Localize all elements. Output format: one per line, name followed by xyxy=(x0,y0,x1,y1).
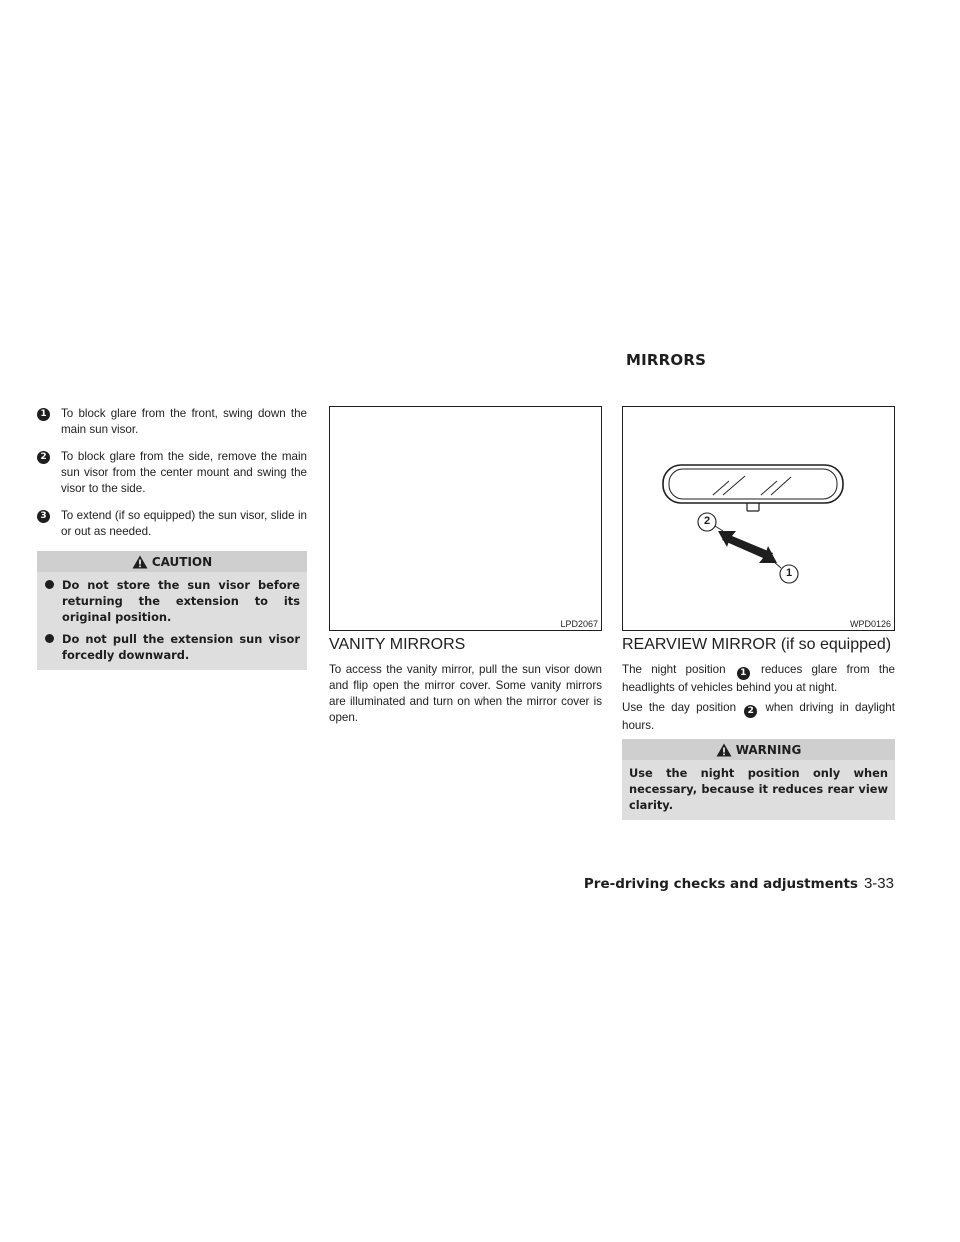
warning-title: WARNING xyxy=(735,742,802,757)
caution-box xyxy=(37,551,307,670)
step-number-badge: 2 xyxy=(744,705,757,718)
page-footer xyxy=(584,875,894,892)
vanity-mirror-figure xyxy=(329,406,602,631)
warning-header xyxy=(622,739,895,760)
sun-visor-column xyxy=(37,406,307,670)
callout-label-1: 1 xyxy=(785,567,793,579)
list-item xyxy=(37,406,307,438)
list-item-text: To extend (if so equipped) the sun visor, slide in or out as needed. xyxy=(61,509,307,538)
rearview-mirror-heading: REARVIEW MIRROR (if so equipped) xyxy=(622,636,892,653)
vanity-mirrors-heading: VANITY MIRRORS xyxy=(329,636,466,653)
caution-title: CAUTION xyxy=(151,554,213,569)
list-item-text: To block glare from the side, remove the main sun visor from the center mount and swing the visor to the side. xyxy=(61,450,307,495)
step-number-badge: 2 xyxy=(37,451,50,464)
section-title: MIRRORS xyxy=(626,351,707,369)
night-position-text xyxy=(622,662,895,696)
figure-code: WPD0126 xyxy=(849,619,891,629)
caution-header xyxy=(37,551,307,572)
list-item-text: To block glare from the front, swing down the main sun visor. xyxy=(61,407,307,436)
warning-triangle-icon xyxy=(716,743,732,757)
day-position-text xyxy=(622,700,895,734)
callout-label-2: 2 xyxy=(703,515,711,527)
caution-item-text: Do not pull the extension sun visor forcedly downward. xyxy=(62,632,300,662)
bullet-icon xyxy=(45,580,54,589)
night-text-start: The night position xyxy=(622,663,726,676)
step-number-badge: 3 xyxy=(37,510,50,523)
caution-body xyxy=(37,572,307,670)
caution-item-text: Do not store the sun visor before returning the extension to its original position. xyxy=(62,578,300,624)
bullet-icon xyxy=(45,634,54,643)
list-item xyxy=(37,508,307,540)
warning-triangle-icon xyxy=(132,555,148,569)
warning-box xyxy=(622,739,895,820)
figure-code: LPD2067 xyxy=(560,619,598,629)
list-item xyxy=(37,449,307,497)
warning-text: Use the night position only when necessary, because it reduces rear view clarity. xyxy=(629,766,888,812)
night-text-end: reduces glare from the headlights of vehicles behind you at night. xyxy=(622,663,895,694)
chapter-title: Pre-driving checks and adjustments xyxy=(583,876,858,892)
step-number-badge: 1 xyxy=(737,667,750,680)
vanity-mirrors-text: To access the vanity mirror, pull the sun visor down and flip open the mirror cover. Some vanity mirrors are illuminated and turn on when the mirror cover is open. xyxy=(329,663,602,724)
rearview-mirror-figure xyxy=(622,406,895,631)
page-number: 3-33 xyxy=(863,875,894,892)
caution-item xyxy=(44,631,300,663)
step-number-badge: 1 xyxy=(37,408,50,421)
rearview-mirror-illustration xyxy=(623,407,894,630)
caution-item xyxy=(44,577,300,625)
day-text-start: Use the day position xyxy=(622,701,737,714)
day-text-end: when driving in daylight hours. xyxy=(622,701,895,732)
